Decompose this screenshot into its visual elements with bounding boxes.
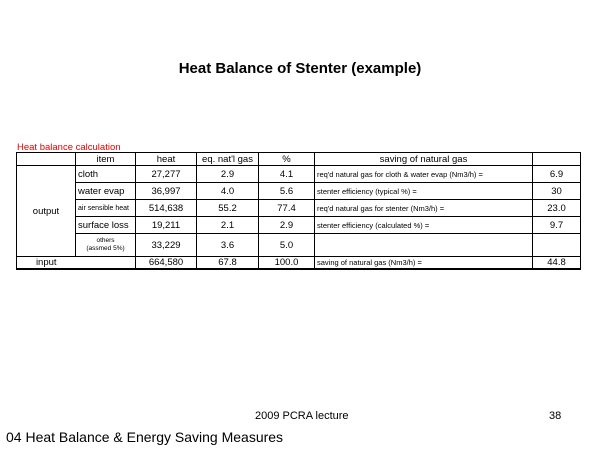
row-value: 6.9 [533, 166, 581, 183]
table-header-row [17, 153, 581, 166]
row-item: surface loss [76, 217, 136, 234]
row-percent: 5.0 [259, 234, 315, 257]
others-line1: others [96, 237, 115, 244]
row-item: air sensible heat [76, 200, 136, 217]
table-row [17, 200, 581, 217]
header-item: item [76, 153, 136, 166]
row-value: 30 [533, 183, 581, 200]
row-value: 23.0 [533, 200, 581, 217]
page-number: 38 [549, 410, 562, 422]
row-heat: 27,277 [136, 166, 197, 183]
output-group-label: output [17, 166, 76, 257]
row-percent: 4.1 [259, 166, 315, 183]
table-row [17, 217, 581, 234]
row-value: 9.7 [533, 217, 581, 234]
row-gas: 4.0 [197, 183, 259, 200]
header-blank [17, 153, 76, 166]
others-line2: (assmed 5%) [86, 245, 125, 252]
row-heat: 19,211 [136, 217, 197, 234]
row-heat: 36,997 [136, 183, 197, 200]
row-description: req'd natural gas for cloth & water evap (Nm3/h) = [315, 166, 533, 183]
row-item: cloth [76, 166, 136, 183]
row-gas: 3.6 [197, 234, 259, 257]
header-percent: % [259, 153, 315, 166]
calculation-label: Heat balance calculation [17, 142, 121, 153]
row-item-others [76, 234, 136, 257]
footer-lecture: 2009 PCRA lecture [255, 410, 349, 422]
row-gas: 55.2 [197, 200, 259, 217]
row-item: water evap [76, 183, 136, 200]
input-heat: 664,580 [136, 257, 197, 270]
heat-balance-table [16, 152, 581, 270]
header-heat: heat [136, 153, 197, 166]
header-gas: eq. nat'l gas [197, 153, 259, 166]
input-label: input [17, 257, 76, 270]
slide-title: Heat Balance of Stenter (example) [178, 60, 422, 77]
row-description: req'd natural gas for stenter (Nm3/h) = [315, 200, 533, 217]
input-row [17, 257, 581, 270]
row-gas: 2.1 [197, 217, 259, 234]
row-description: stenter efficiency (typical %) = [315, 183, 533, 200]
row-percent: 77.4 [259, 200, 315, 217]
row-description [315, 234, 533, 257]
table-row [17, 166, 581, 183]
row-heat: 514,638 [136, 200, 197, 217]
input-description: saving of natural gas (Nm3/h) = [315, 257, 533, 270]
input-percent: 100.0 [259, 257, 315, 270]
header-saving: saving of natural gas [315, 153, 533, 166]
input-item-blank [76, 257, 136, 270]
row-heat: 33,229 [136, 234, 197, 257]
header-value-blank [533, 153, 581, 166]
input-value: 44.8 [533, 257, 581, 270]
row-description: stenter efficiency (calculated %) = [315, 217, 533, 234]
row-gas: 2.9 [197, 166, 259, 183]
footer-section-title: 04 Heat Balance & Energy Saving Measures [6, 429, 284, 445]
table-row [17, 234, 581, 257]
row-percent: 5.6 [259, 183, 315, 200]
input-gas: 67.8 [197, 257, 259, 270]
row-value [533, 234, 581, 257]
table-row [17, 183, 581, 200]
row-percent: 2.9 [259, 217, 315, 234]
